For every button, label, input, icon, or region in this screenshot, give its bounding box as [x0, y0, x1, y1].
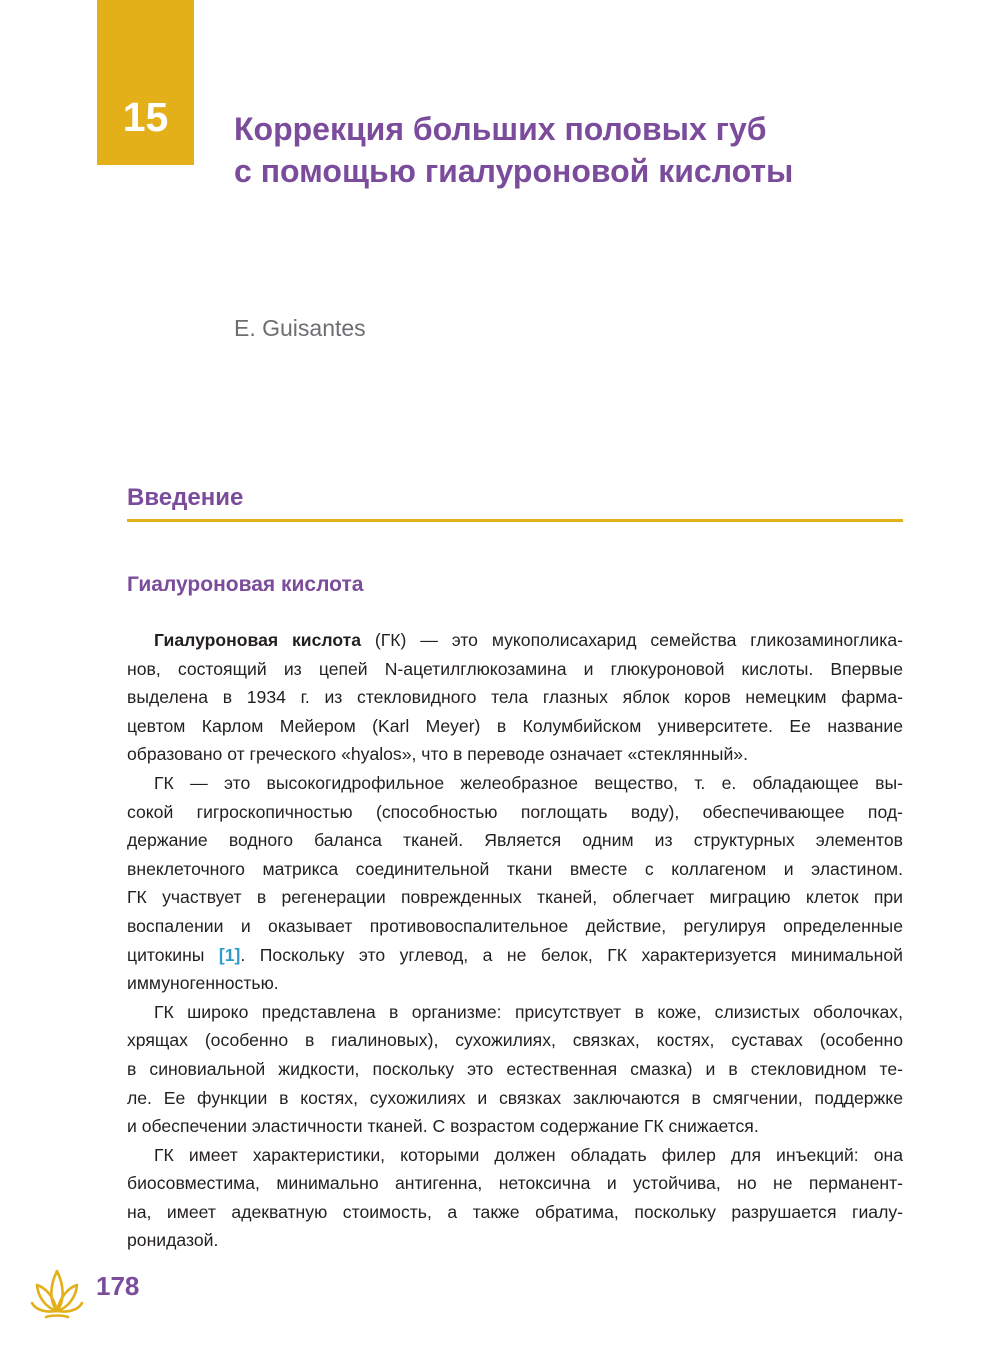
paragraph-line: ГК широко представлена в организме: присутствует в коже, слизистых оболочках,	[154, 1001, 903, 1022]
paragraph-line: образовано от греческого «hyalos», что в переводе означает «стеклянный».	[127, 744, 748, 765]
chapter-title	[234, 108, 934, 192]
paragraph-line: ронидазой.	[127, 1230, 219, 1251]
text-span: цитокины	[127, 944, 219, 965]
paragraph-line: ле. Ее функции в костях, сухожилиях и связках заключаются в смягчении, поддержке	[127, 1087, 903, 1108]
paragraph-line: цевтом Карлом Мейером (Karl Meyer) в Колумбийском университете. Ее название	[127, 715, 903, 736]
paragraph-line: держание водного баланса тканей. Является одним из структурных элементов	[127, 830, 903, 851]
text-span: . Поскольку это углевод, а не белок, ГК характеризуется минимальной	[240, 944, 903, 965]
paragraph-line: на, имеет адекватную стоимость, а также обратима, поскольку разрушается гиалу-	[127, 1201, 903, 1222]
paragraph-line: воспалении и оказывает противовоспалительное действие, регулируя определенные	[127, 915, 903, 936]
paragraph-line: нов, состоящий из цепей N-ацетилглюкозамина и глюкуроновой кислоты. Впервые	[127, 658, 903, 679]
chapter-title-line: Коррекция больших половых губ	[234, 111, 767, 147]
page-number: 178	[96, 1271, 140, 1301]
paragraph-line: ГК — это высокогидрофильное желеобразное вещество, т. е. обладающее вы-	[154, 772, 903, 793]
body-text	[127, 626, 903, 1255]
chapter-number-box	[97, 0, 194, 165]
subsection-heading: Гиалуроновая кислота	[127, 573, 364, 596]
chapter-number: 15	[122, 94, 169, 140]
paragraph-line: ГК имеет характеристики, которыми должен обладать филер для инъекций: она	[154, 1144, 903, 1165]
paragraph-line: ГК участвует в регенерации поврежденных тканей, облегчает миграцию клеток при	[127, 887, 903, 908]
paragraph-line: и обеспечении эластичности тканей. С возрастом содержание ГК снижается.	[127, 1116, 759, 1137]
paragraph-line: сокой гигроскопичностью (способностью поглощать воду), обеспечивающее под-	[127, 801, 903, 822]
paragraph-line: иммуногенностью.	[127, 973, 279, 994]
section-divider	[127, 519, 903, 522]
paragraph-line: внеклеточного матрикса соединительной ткани вместе с коллагеном и эластином.	[127, 858, 903, 879]
term-bold: Гиалуроновая кислота	[154, 630, 362, 650]
paragraph-line: выделена в 1934 г. из стекловидного тела глазных яблок коров немецким фарма-	[127, 687, 903, 708]
paragraph-line: биосовместима, минимально антигенна, нетоксична и устойчива, но не перманент-	[127, 1173, 903, 1194]
paragraph-line	[127, 626, 903, 655]
paragraph-line: в синовиальной жидкости, поскольку это естественная смазка) и в стекловидном те-	[127, 1058, 903, 1079]
chapter-title-line: с помощью гиалуроновой кислоты	[234, 153, 794, 189]
section-heading: Введение	[127, 484, 244, 511]
paragraph-line	[127, 941, 903, 970]
text-span: (ГК) — это мукополисахарид семейства гликозаминоглика-	[361, 630, 903, 650]
author: E. Guisantes	[234, 315, 366, 341]
citation-link[interactable]: [1]	[218, 944, 241, 965]
paragraph-line: хрящах (особенно в гиалиновых), сухожилиях, связках, костях, суставах (особенно	[127, 1030, 903, 1051]
lotus-icon	[30, 1263, 84, 1321]
